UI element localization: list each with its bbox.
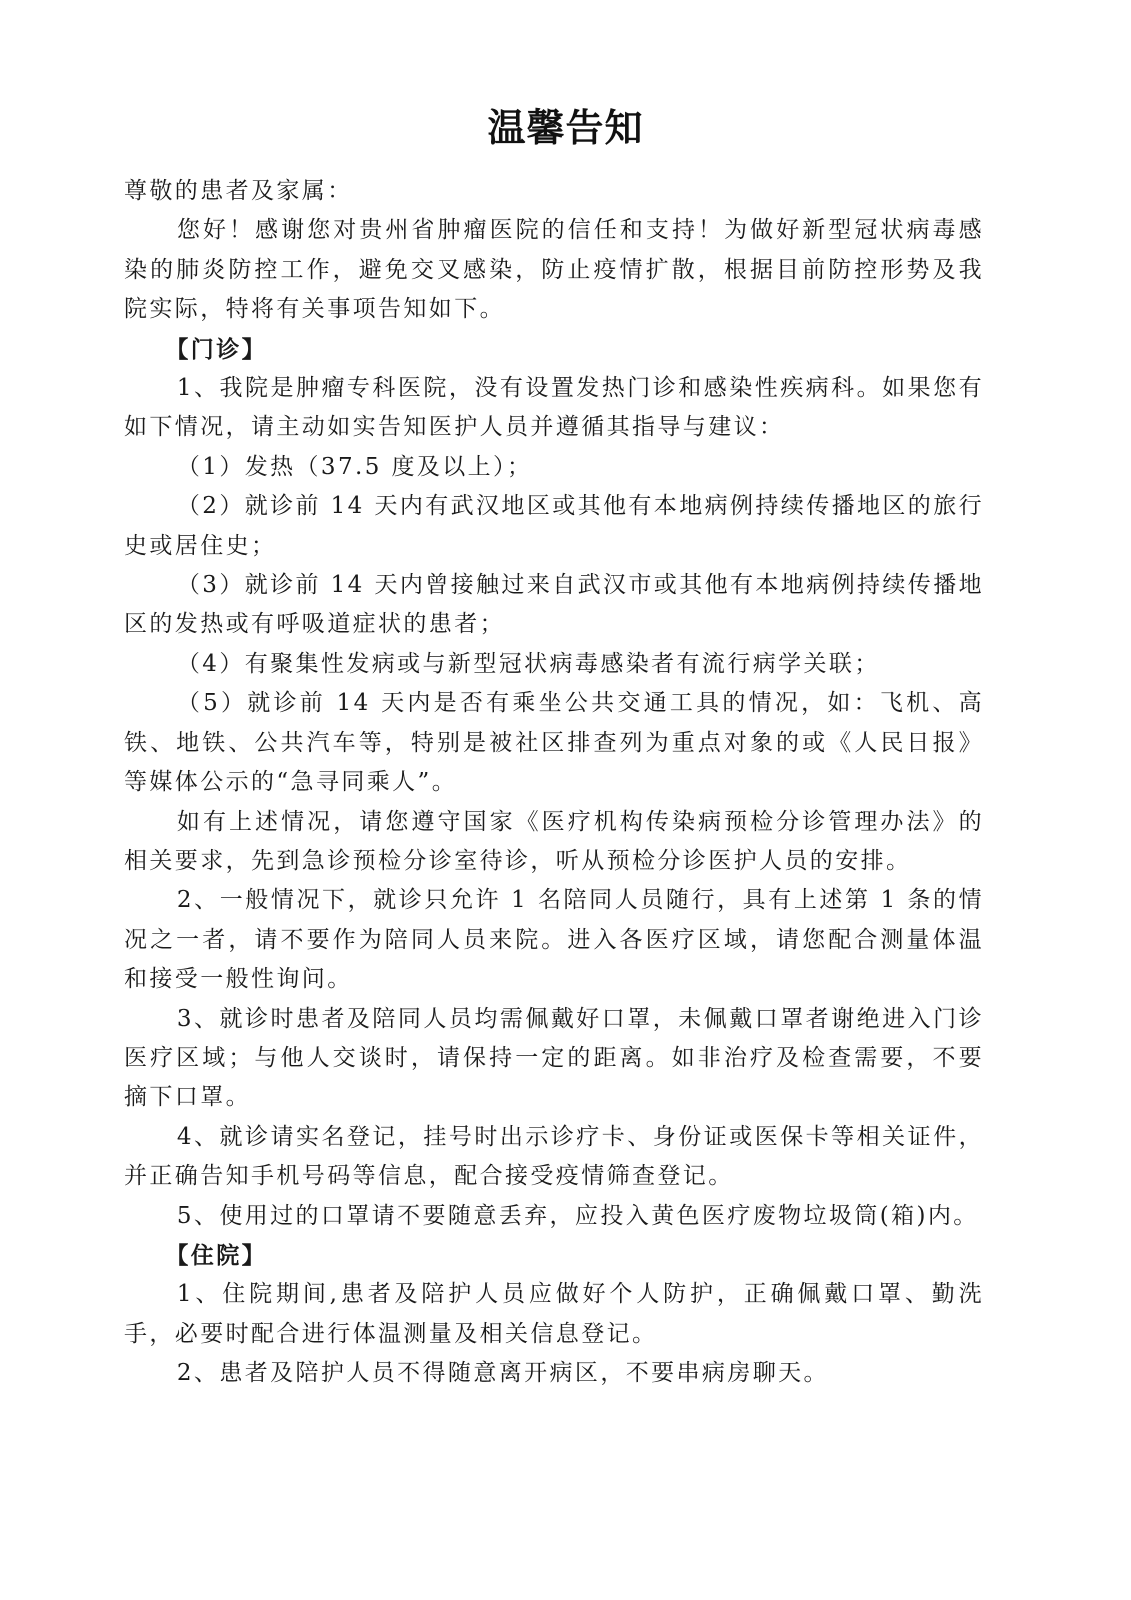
outpatient-item-3: 3、就诊时患者及陪同人员均需佩戴好口罩，未佩戴口罩者谢绝进入门诊医疗区域；与他人交谈时，请保持一定的距离。如非治疗及检查需要，不要摘下口罩。 xyxy=(124,1005,984,1111)
outpatient-note: 如有上述情况，请您遵守国家《医疗机构传染病预检分诊管理办法》的相关要求，先到急诊预检分诊室待诊，听从预检分诊医护人员的安排。 xyxy=(124,808,984,874)
inpatient-item-2: 2、患者及陪护人员不得随意离开病区，不要串病房聊天。 xyxy=(176,1360,829,1387)
outpatient-item-1: 1、我院是肿瘤专科医院，没有设置发热门诊和感染性疾病科。如果您有如下情况，请主动如实告知医护人员并遵循其指导与建议： xyxy=(124,375,984,441)
inpatient-item-1: 1、住院期间,患者及陪护人员应做好个人防护，正确佩戴口罩、勤洗手，必要时配合进行体温测量及相关信息登记。 xyxy=(124,1281,984,1347)
outpatient-subitem-2: （2）就诊前 14 天内有武汉地区或其他有本地病例持续传播地区的旅行史或居住史； xyxy=(124,493,985,559)
notice-body xyxy=(124,172,984,1394)
outpatient-item-4: 4、就诊请实名登记，挂号时出示诊疗卡、身份证或医保卡等相关证件，并正确告知手机号码等信息，配合接受疫情筛查登记。 xyxy=(124,1123,984,1190)
outpatient-subitem-4: （4）有聚集性发病或与新型冠状病毒感染者有流行病学关联； xyxy=(176,650,880,677)
outpatient-subitem-1: （1）发热（37.5 度及以上）； xyxy=(176,453,533,480)
outpatient-subitem-5: （5）就诊前 14 天内是否有乘坐公共交通工具的情况，如：飞机、高铁、地铁、公共汽车等，特别是被社区排查列为重点对象的或《人民日报》等媒体公示的“急寻同乘人”。 xyxy=(124,690,984,796)
salutation: 尊敬的患者及家属： xyxy=(124,178,353,204)
outpatient-subitem-3: （3）就诊前 14 天内曾接触过来自武汉市或其他有本地病例持续传播地区的发热或有呼吸道症状的患者； xyxy=(124,572,985,638)
intro-paragraph: 您好！感谢您对贵州省肿瘤医院的信任和支持！为做好新型冠状病毒感染的肺炎防控工作，避免交叉感染，防止疫情扩散，根据目前防控形势及我院实际，特将有关事项告知如下。 xyxy=(124,217,984,323)
outpatient-item-5: 5、使用过的口罩请不要随意丢弃，应投入黄色医疗废物垃圾筒(箱)内。 xyxy=(176,1202,979,1229)
page-title: 温馨告知 xyxy=(487,105,644,150)
outpatient-heading: 【门诊】 xyxy=(165,335,267,363)
inpatient-heading: 【住院】 xyxy=(165,1241,267,1269)
outpatient-item-2: 2、一般情况下，就诊只允许 1 名陪同人员随行，具有上述第 1 条的情况之一者，请不要作为陪同人员来院。进入各医疗区域，请您配合测量体温和接受一般性询问。 xyxy=(124,887,984,993)
